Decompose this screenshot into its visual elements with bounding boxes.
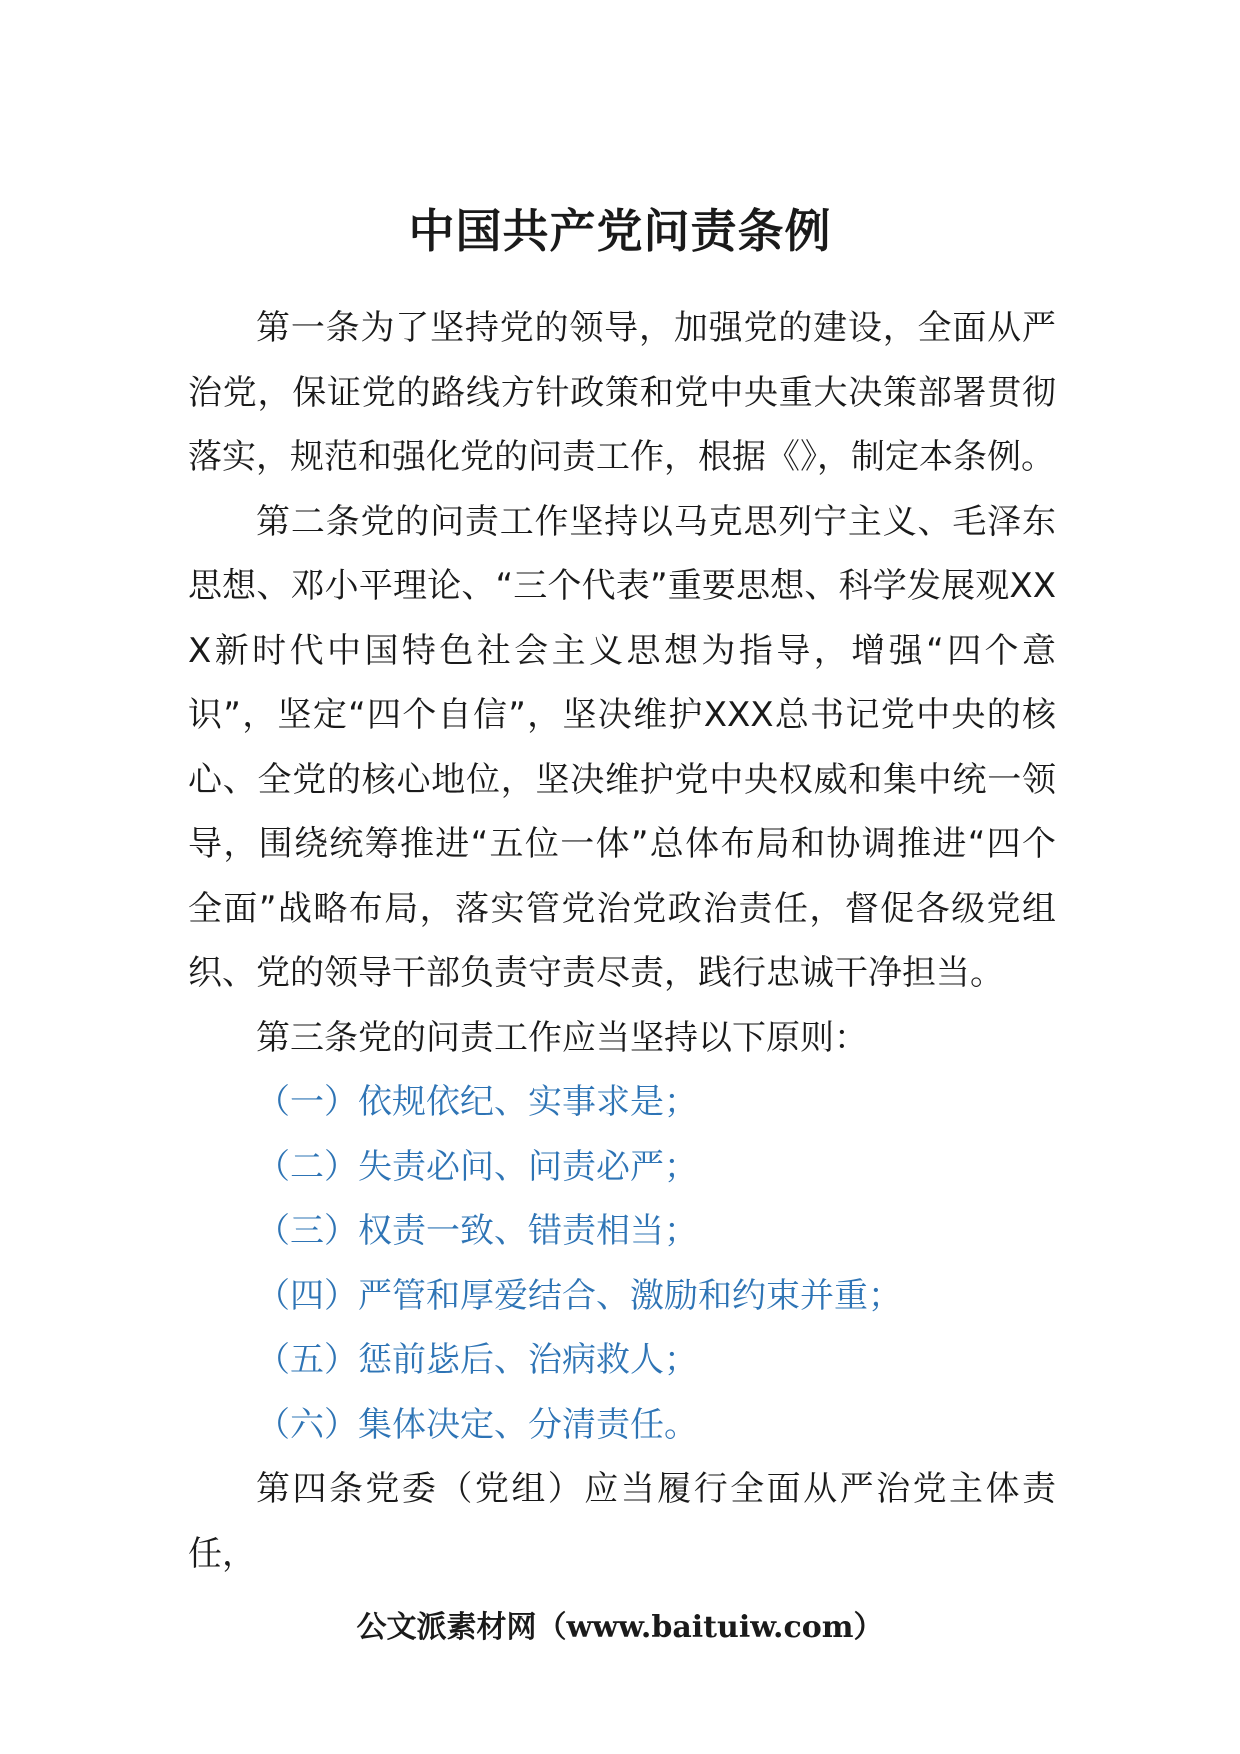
principle-item-5: （五）惩前毖后、治病救人； [256,1340,698,1380]
principle-item-3: （三）权责一致、错责相当； [256,1211,698,1251]
principle-item-6: （六）集体决定、分清责任。 [256,1404,698,1445]
principle-item-4: （四）严管和厚爱结合、激励和约束并重； [256,1275,902,1316]
article-1-paragraph: 第一条为了坚持党的领导，加强党的建设，全面从严治党，保证党的路线方针政策和党中央重大决策部署贯彻落实，规范和强化党的问责工作，根据《》，制定本条例。 [188,308,1056,477]
article-3-paragraph: 第三条党的问责工作应当坚持以下原则： [256,1017,868,1058]
document-body [188,296,1056,1586]
principle-item-2: （二）失责必问、问责必严； [256,1146,698,1187]
footer-watermark: 公文派素材网（www.baituiw.com） [356,1610,884,1645]
principle-item-1: （一）依规依纪、实事求是； [256,1082,698,1122]
article-2-paragraph: 第二条党的问责工作坚持以马克思列宁主义、毛泽东思想、邓小平理论、“三个代表”重要思想、科学发展观XXX新时代中国特色社会主义思想为指导，增强“四个意识”，坚定“四个自信”，坚决维护XXX总书记党中央的核心、全党的核心地位，坚决维护党中央权威和集中统一领导，围绕统筹推进“五位一体”总体布局和协调推进“四个全面”战略布局，落实管党治党政治责任，督促各级党组织、党的领导干部负责守责尽责，践行忠诚干净担当。 [188,501,1056,993]
document-title: 中国共产党问责条例 [408,204,832,258]
article-4-paragraph: 第四条党委（党组）应当履行全面从严治党主体责任， [188,1469,1056,1574]
